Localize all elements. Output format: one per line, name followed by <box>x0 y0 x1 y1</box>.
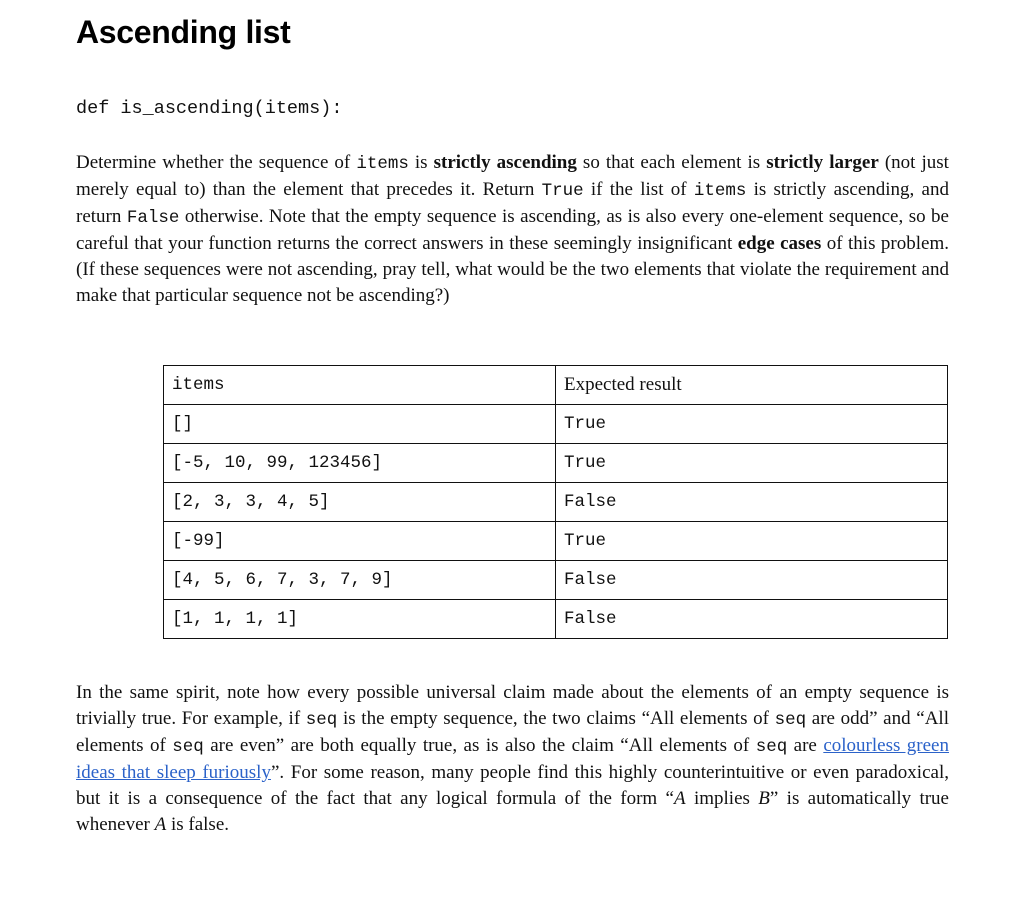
cell-expected: False <box>556 600 948 639</box>
text-span: is false. <box>166 814 230 835</box>
table-header-row <box>164 366 948 405</box>
italic-a: A <box>674 788 686 809</box>
code-items: items <box>356 154 409 174</box>
code-false: False <box>126 208 180 228</box>
cell-expected: False <box>556 561 948 600</box>
header-expected-result: Expected result <box>556 366 948 405</box>
text-span: implies <box>685 788 759 809</box>
code-seq: seq <box>755 737 788 757</box>
universal-claim-paragraph <box>76 680 949 838</box>
cell-expected: True <box>556 405 948 444</box>
cell-expected: False <box>556 483 948 522</box>
table-row <box>164 522 948 561</box>
bold-strictly-larger: strictly larger <box>766 152 879 173</box>
cell-items: [1, 1, 1, 1] <box>164 600 556 639</box>
cell-expected: True <box>556 444 948 483</box>
text-span: is the empty sequence, the two claims “All elements of <box>337 708 775 729</box>
code-seq: seq <box>774 710 807 730</box>
cell-items: [-99] <box>164 522 556 561</box>
code-seq: seq <box>305 710 338 730</box>
bold-strictly-ascending: strictly ascending <box>433 152 577 173</box>
text-span: otherwise. Note that the empty sequence is ascending, as is also every one-element sequence, so be careful that your function returns the correct answers in these seemingly insignificant <box>76 206 949 254</box>
text-span: (not just merely equal to) than the element that precedes it. Return <box>76 152 949 200</box>
function-signature: def is_ascending(items): <box>76 98 343 119</box>
text-span: is <box>408 152 434 173</box>
cell-expected: True <box>556 522 948 561</box>
cell-items: [4, 5, 6, 7, 3, 7, 9] <box>164 561 556 600</box>
table-row <box>164 561 948 600</box>
colourless-green-ideas-link[interactable]: colourless green ideas that sleep furiously <box>76 735 949 783</box>
table-row <box>164 600 948 639</box>
cell-items: [] <box>164 405 556 444</box>
text-span: is strictly ascending, and return <box>76 179 949 227</box>
text-span: of this problem. (If these sequences were not ascending, pray tell, what would be the two elements that violate the requirement and make that particular sequence not be ascending?) <box>76 233 949 306</box>
page-title: Ascending list <box>76 14 291 50</box>
italic-a: A <box>154 814 167 835</box>
text-span: In the same spirit, note how every possible universal claim made about the elements of an empty sequence is trivially true. For example, if <box>76 682 949 729</box>
italic-b: B <box>758 788 770 809</box>
table-row <box>164 405 948 444</box>
text-span: are <box>787 735 824 756</box>
examples-table <box>163 365 948 639</box>
text-span: Determine whether the sequence of <box>76 152 357 173</box>
description-paragraph <box>76 150 949 309</box>
bold-edge-cases: edge cases <box>737 233 822 254</box>
text-span: ” is automatically true whenever <box>76 788 949 835</box>
text-span: so that each element is <box>576 152 767 173</box>
cell-items: [-5, 10, 99, 123456] <box>164 444 556 483</box>
table-row <box>164 444 948 483</box>
code-seq: seq <box>172 737 204 757</box>
code-items: items <box>693 181 747 201</box>
text-span: are odd” and “All elements of <box>76 708 949 756</box>
code-true: True <box>541 181 584 201</box>
table-row <box>164 483 948 522</box>
header-items: items <box>164 366 556 405</box>
cell-items: [2, 3, 3, 4, 5] <box>164 483 556 522</box>
text-span: are even” are both equally true, as is also the claim “All elements of <box>203 735 756 756</box>
text-span: if the list of <box>583 179 694 200</box>
text-span: ”. For some reason, many people find this highly counterintuitive or even paradoxical, but it is a consequence of the fact that any logical formula of the form “ <box>76 762 949 809</box>
